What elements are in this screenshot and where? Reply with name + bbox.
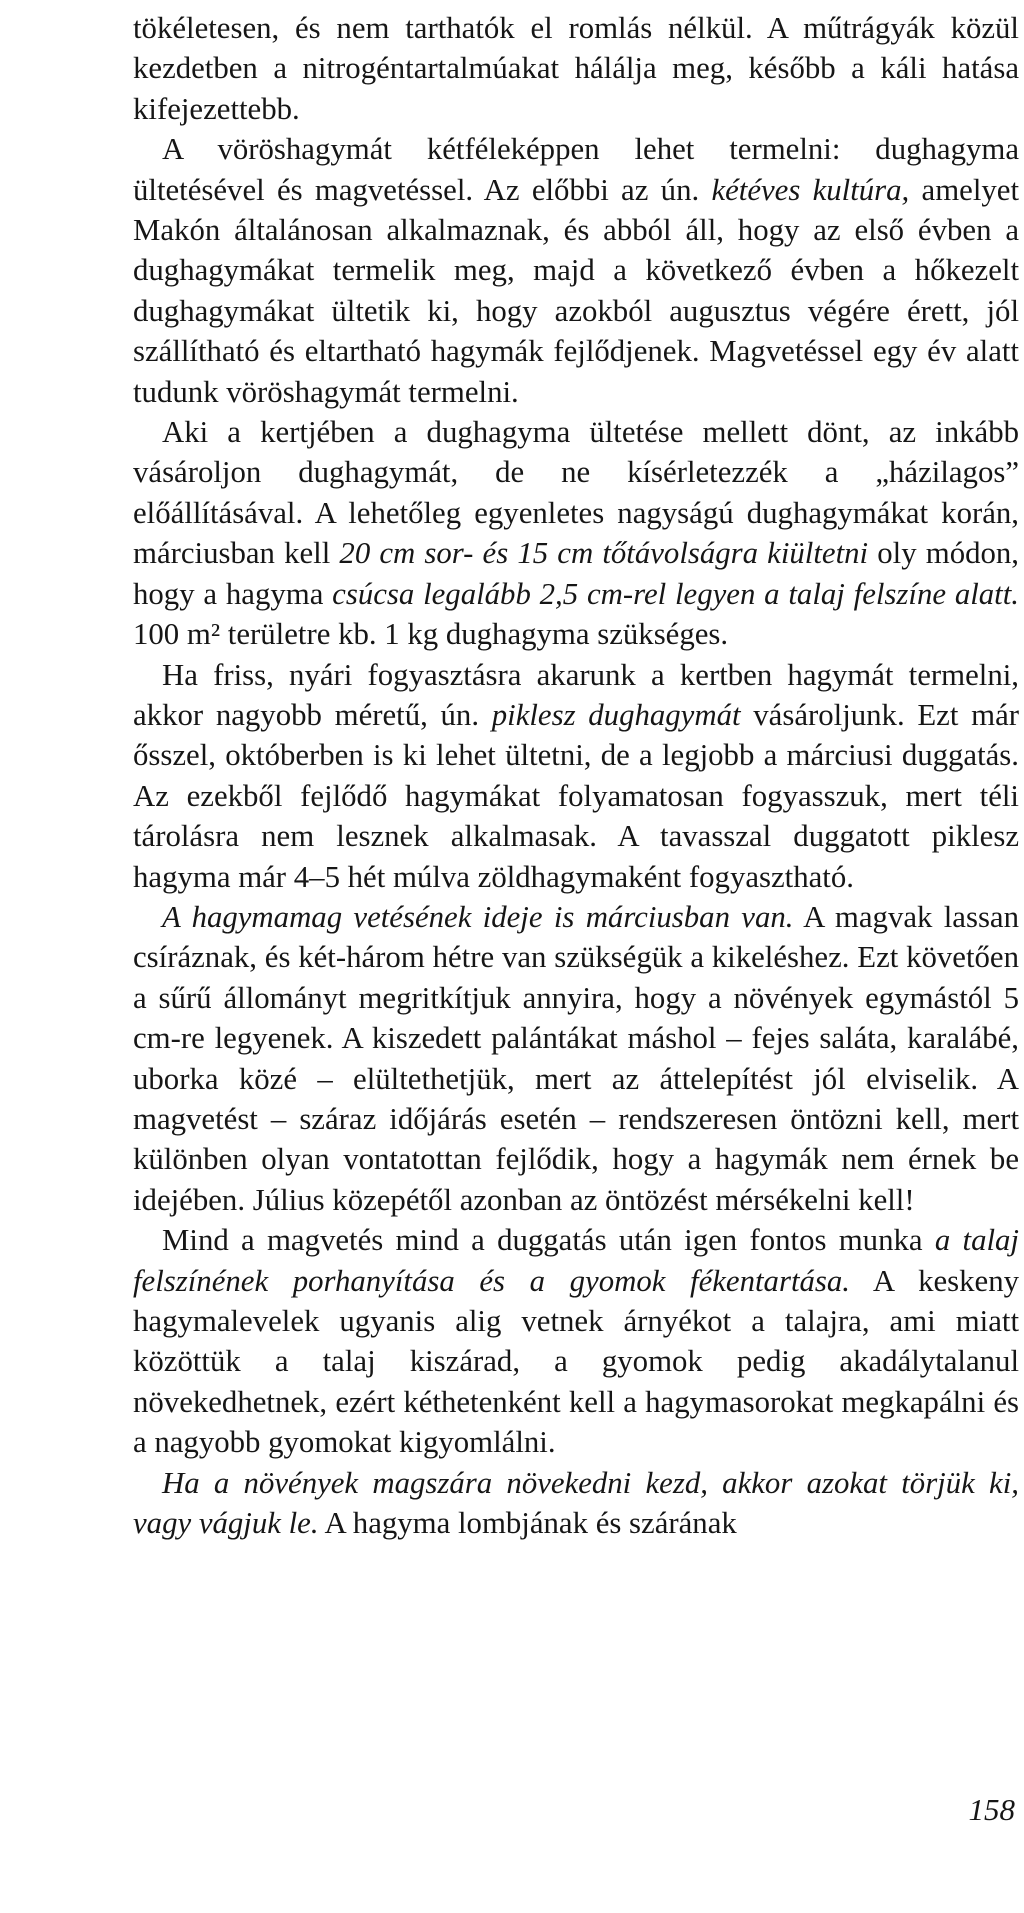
paragraph [133,1463,1019,1544]
text-run: A hagyma lombjának és szárának [318,1506,737,1541]
italic-text-run: Ha a növények magszára növekedni kezd, akkor azokat törjük ki, vagy vágjuk le. [133,1465,1019,1541]
paragraph [133,897,1019,1220]
text-run: Ha friss, nyári fogyasztásra akarunk a kertben hagymát termelni, akkor nagyobb méretű, ún. [133,657,1019,732]
paragraph [133,8,1019,129]
paragraph [133,655,1019,897]
italic-text-run: piklesz dughagymát [491,697,741,732]
italic-text-run: a talaj felszínének porhanyítása és a gyomok fékentartása. [133,1223,1019,1298]
text-run: 100 m² területre kb. 1 kg dughagyma szükséges. [133,617,729,652]
text-run: A vöröshagymát kétféleképpen lehet termelni: dughagyma ültetésével és magvetéssel. Az előbbi az ún. [133,132,1019,207]
paragraph [133,129,1019,412]
italic-text-run: 20 cm sor- és 15 cm tőtávolságra kiültetni [339,536,869,571]
text-run: amelyet Makón általánosan alkalmaznak, és abból áll, hogy az első évben a dughagymákat termelik meg, majd a következő évben a hőkezelt dughagymákat ültetik ki, hogy azokból augusztus végére érett, jól szállítható és eltartható hagymák fejlődjenek. Magvetéssel egy év alatt tudunk vöröshagymát termelni. [133,172,1020,409]
italic-text-run: kétéves kultúra, [711,172,910,207]
italic-text-run: A hagymamag vetésének ideje is márciusban van. [162,899,794,934]
text-run: tökéletesen, és nem tarthatók el romlás nélkül. A műtrágyák közül kezdetben a nitrogéntartalmúakat hálálja meg, később a káli hatása kifejezettebb. [133,11,1019,126]
text-run: Mind a magvetés mind a duggatás után igen fontos munka [162,1223,935,1258]
paragraph [133,1220,1019,1462]
page-number: 158 [968,1792,1015,1827]
text-run: vásároljunk. Ezt már ősszel, októberben is ki lehet ültetni, de a legjobb a márciusi duggatás. Az ezekből fejlődő hagymákat folyamatosan fogyasszuk, mert téli tárolásra nem lesznek alkalmasak. A tavasszal duggatott piklesz hagyma már 4–5 hét múlva zöldhagymaként fogyasztható. [133,697,1019,894]
text-run: A keskeny hagymalevelek ugyanis alig vetnek árnyékot a talajra, ami miatt közöttük a talaj kiszárad, a gyomok pedig akadálytalanul növekedhetnek, ezért kéthetenként kell a hagymasorokat megkapálni és a nagyobb gyomokat kigyomlálni. [133,1263,1019,1460]
text-run: oly módon, hogy a hagyma [133,536,1019,611]
body-text [133,8,1019,1543]
text-run: Aki a kertjében a dughagyma ültetése mellett dönt, az inkább vásároljon dughagymát, de ne kísérletezzék a „házilagos” előállításával. A lehetőleg egyenletes nagyságú dughagymákat korán, márciusban kell [133,415,1019,571]
text-run: A magvak lassan csíráznak, és két-három hétre van szükségük a kikeléshez. Ezt követően a sűrű állományt megritkítjuk annyira, hogy a növények egymástól 5 cm-re legyenek. A kiszedett palántákat máshol – fejes saláta, karalábé, uborka közé – elültethetjük, mert az áttelepítést jól elviselik. A magvetést – száraz időjárás esetén – rendszeresen öntözni kell, mert különben olyan vontatottan fejlődik, hogy a hagymák nem érnek be idejében. Július közepétől azonban az öntözést mérsékelni kell! [133,899,1019,1217]
paragraph [133,412,1019,654]
italic-text-run: csúcsa legalább 2,5 cm-rel legyen a talaj felszíne alatt. [332,576,1019,611]
